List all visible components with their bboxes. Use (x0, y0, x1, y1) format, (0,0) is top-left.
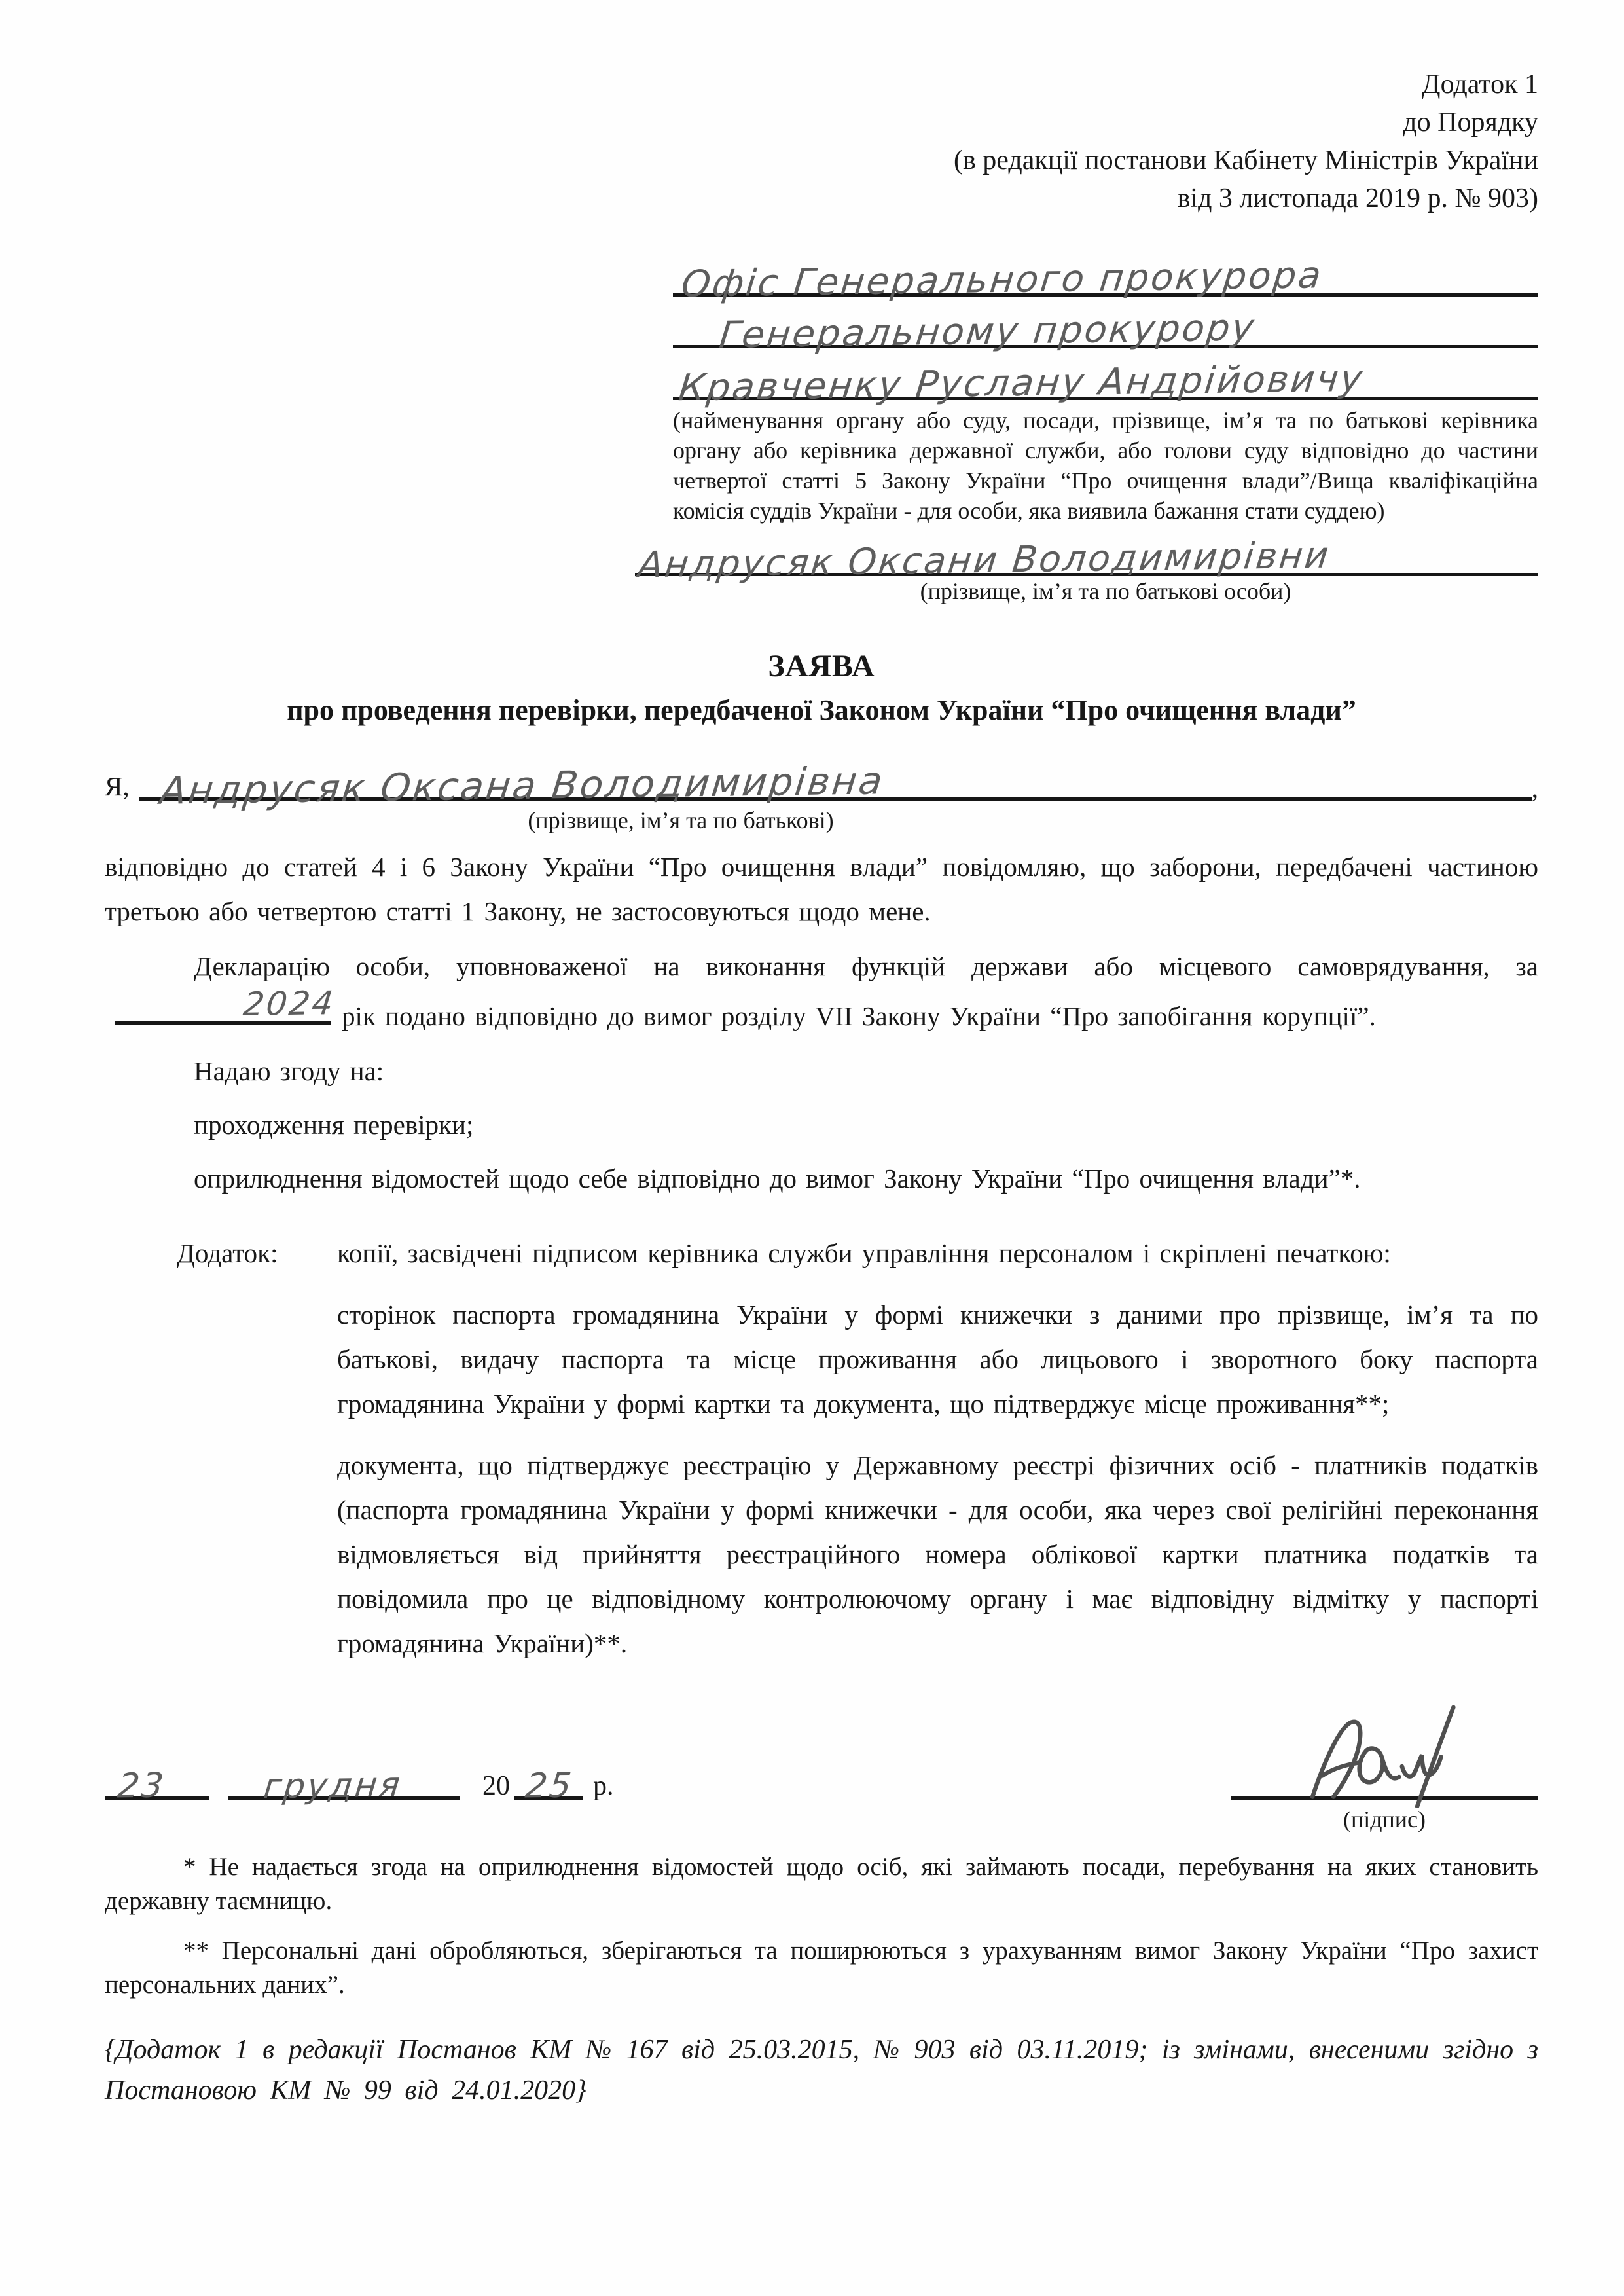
addressee-name-field (673, 348, 1538, 410)
addressee-caption: (найменування органу або суду, посади, прізвище, ім’я та по батькові керівника органу або керівника державної служби, або голови суду відповідно до частини четвертої статті 5 Закону України “Про очищення влади”/Вища кваліфікаційна комісія суддів України - для особи, яка виявила бажання стати суддею) (673, 407, 1538, 524)
attachment-intro: копії, засвідчені підписом керівника служби управління персоналом і скріплені печаткою: (337, 1238, 1391, 1268)
date-century: 20 (482, 1771, 510, 1801)
date-group (105, 1760, 614, 1807)
declaration-text-before: Декларацію особи, уповноваженої на виконання функцій держави або місцевого самоврядування, за (194, 951, 1538, 981)
signature-scribble (1303, 1704, 1473, 1808)
intro-paragraph: відповідно до статей 4 і 6 Закону України “Про очищення влади” повідомляю, що заборони, передбачені частиною третьою або четвертою статті 1 Закону, не застосовуються щодо мене. (105, 852, 1538, 926)
consent-item-check: проходження перевірки; (194, 1110, 474, 1140)
signature-area (1231, 1698, 1538, 1796)
handwritten-office: Офіс Генерального прокурора (679, 254, 1326, 306)
attachment-item-passport: сторінок паспорта громадянина України у формі книжечки з даними про прізвище, ім’я та по батькові, видачу паспорта та місце проживання або лицьового і зворотного боку паспорта громадянина України у формі картки та документа, що підтверджує місце проживання**; (337, 1300, 1538, 1419)
date-signature-row (105, 1698, 1538, 1834)
consent-lead: Надаю згоду на: (194, 1056, 384, 1086)
declarant-suffix: , (1531, 773, 1538, 803)
applicant-name-field (635, 534, 1538, 586)
declaration-paragraph (105, 944, 1538, 1038)
handwritten-month: грудня (261, 1765, 404, 1807)
date-month-field (228, 1760, 460, 1807)
handwritten-recipient-name: Кравченку Руслану Андрійовичу (676, 357, 1367, 410)
signature-block (1231, 1698, 1538, 1834)
declaration-year-field (115, 984, 337, 1025)
declarant-caption: (прізвище, ім’я та по батькові) (528, 807, 834, 833)
annex-header-line2: до Порядку (1403, 107, 1538, 137)
revision-note: {Додаток 1 в редакції Постанов КМ № 167 від 25.03.2015, № 903 від 03.11.2019; із змінами, внесеними згідно з Постановою КМ № 99 від 24.01.2020} (105, 2035, 1538, 2105)
attachment-label: Додаток: (177, 1238, 278, 1268)
declarant-prefix: Я, (105, 771, 130, 801)
annex-header (105, 65, 1538, 217)
page-title: ЗАЯВА (768, 649, 875, 683)
title-block (105, 648, 1538, 727)
addressee-office-field (673, 245, 1538, 306)
attachment-body (337, 1231, 1538, 1666)
addressee-block (636, 245, 1538, 606)
footnote-personal-data: ** Персональні дані обробляються, зберігаються та поширюються з урахуванням вимог Закону України “Про захист персональних даних”. (105, 1937, 1538, 1999)
handwritten-recipient-title: Генеральному прокурору (717, 306, 1258, 357)
date-day-field (105, 1760, 209, 1806)
declaration-text-after: рік подано відповідно до вимог розділу VII Закону України “Про запобігання корупції”. (342, 1001, 1376, 1031)
attachment-section (177, 1231, 1538, 1666)
declarant-line (105, 756, 1538, 813)
attachment-item-registry: документа, що підтверджує реєстрацію у Державному реєстрі фізичних осіб - платників податків (паспорта громадянина України у формі книжечки - для особи, яка через свої релігійні переконання відмовляється від прийняття реєстраційного номера облікової картки платника податків та повідомила про це відповідному контролюючому органу і має відповідну відмітку у паспорті громадянина України)**. (337, 1450, 1538, 1658)
signature-caption: (підпис) (1343, 1806, 1426, 1832)
date-r-suffix: р. (593, 1771, 614, 1801)
annex-header-line4: від 3 листопада 2019 р. № 903) (1177, 183, 1538, 213)
consent-item-publish: оприлюднення відомостей щодо себе відповідно до вимог Закону України “Про очищення влади”*. (194, 1163, 1361, 1194)
page-subtitle: про проведення перевірки, передбаченої Законом України “Про очищення влади” (287, 694, 1356, 726)
date-year-field (514, 1760, 583, 1806)
handwritten-year: 2024 (241, 984, 337, 1024)
handwritten-year-suffix: 25 (523, 1766, 575, 1806)
handwritten-day: 23 (115, 1766, 168, 1806)
handwritten-applicant-name: Андрусяк Оксани Володимирівни (636, 534, 1333, 586)
footnote-secrecy: * Не надається згода на оприлюднення відомостей щодо осіб, які займають посади, перебування на яких становить державну таємницю. (105, 1853, 1538, 1915)
annex-header-line1: Додаток 1 (1421, 69, 1538, 100)
declarant-name-field (139, 756, 1532, 813)
addressee-title-field (673, 297, 1538, 357)
handwritten-declarant-name: Андрусяк Оксана Володимирівна (158, 758, 886, 813)
annex-header-line3: (в редакції постанови Кабінету Міністрів України (953, 145, 1538, 175)
applicant-name-caption: (прізвище, ім’я та по батькові особи) (920, 578, 1291, 604)
